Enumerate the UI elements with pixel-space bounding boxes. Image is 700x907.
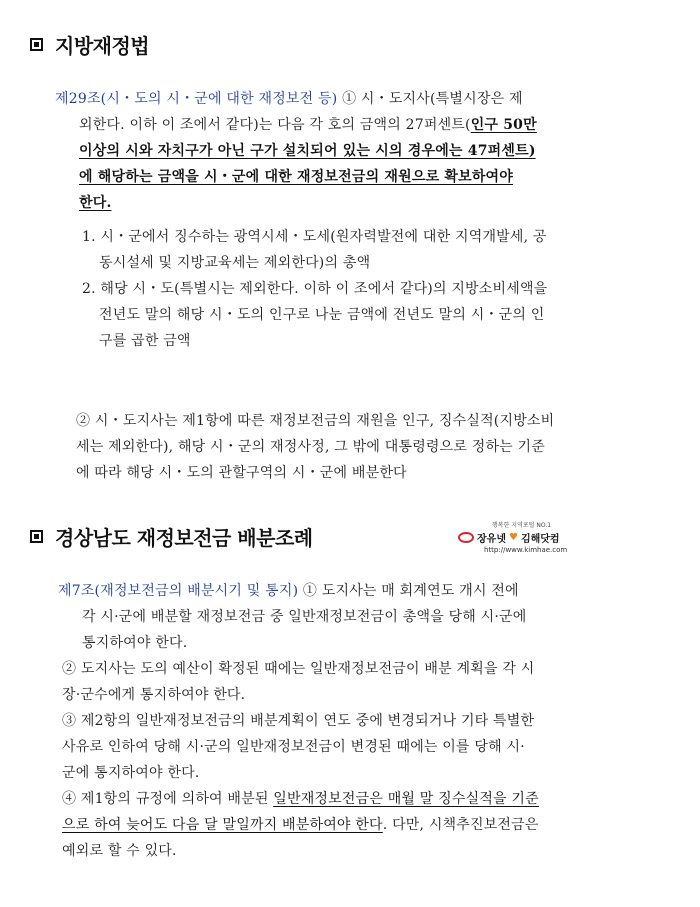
logo-brand2: 김해닷컴 bbox=[520, 534, 560, 545]
article29-paragraph1 bbox=[55, 86, 685, 216]
article29-underline1: 인구 50만 bbox=[470, 117, 537, 133]
article7-underline1: 일반재정보전금은 매월 말 징수실적을 기준 bbox=[273, 791, 539, 807]
article29-p2-line: 세는 제외한다), 해당 시・군의 재정사정, 그 밖에 대통령령으로 정하는 기준 bbox=[76, 439, 546, 455]
article7-line: 장·군수에게 통지하여야 한다. bbox=[62, 687, 246, 703]
logo-brand bbox=[458, 530, 560, 545]
article29-paragraph2 bbox=[76, 408, 691, 486]
article29-underline3: 에 해당하는 금액을 시・군에 대한 재정보전금의 재원으로 확보하여야 bbox=[79, 169, 513, 185]
article7-line: 군에 통지하여야 한다. bbox=[62, 765, 200, 781]
section2-title-text: 경상남도 재정보전금 배분조례 bbox=[55, 526, 313, 550]
article7-p4-rest: . 다만, 시책추진보전금은 bbox=[382, 817, 539, 833]
list-item: 2. 해당 시・도(특별시는 제외한다. 이하 이 조에서 같다)의 지방소비세액을 bbox=[82, 281, 548, 297]
article29-items bbox=[82, 224, 692, 354]
article29-heading: 제29조(시・도의 시・군에 대한 재정보전 등) bbox=[55, 91, 338, 107]
square-bullet-icon bbox=[30, 38, 43, 51]
article7-line: 사유로 인하여 당해 시·군의 일반재정보전금이 변경된 때에는 이를 당해 시· bbox=[62, 739, 525, 755]
article29-p2-line: 에 따라 해당 시・도의 관할구역의 시・군에 배분한다 bbox=[76, 465, 407, 481]
logo-url: http://www.kimhae.com bbox=[484, 546, 568, 554]
article7-body bbox=[58, 578, 690, 864]
article7-line: ② 도지사는 도의 예산이 확정된 때에는 일반재정보전금이 배분 계획을 각 시 bbox=[62, 661, 535, 677]
article29-p1-line2: 외한다. 이하 이 조에서 같다)는 다음 각 호의 금액의 27퍼센트( bbox=[79, 117, 471, 133]
heart-icon: ♥ bbox=[508, 532, 518, 543]
list-item: 구를 곱한 금액 bbox=[99, 333, 191, 349]
article7-p4-last: 예외로 할 수 있다. bbox=[62, 843, 177, 859]
list-item: 1. 시・군에서 징수하는 광역시세・도세(원자력발전에 대한 지역개발세, 공 bbox=[82, 229, 547, 245]
ring-logo-icon bbox=[458, 532, 474, 543]
article7-line: ③ 제2항의 일반재정보전금의 배분계획이 연도 중에 변경되거나 기타 특별한 bbox=[62, 713, 535, 729]
article7-p4-start: ④ 제1항의 규정에 의하여 배분된 bbox=[62, 791, 274, 807]
list-item: 전년도 말의 해당 시・도의 인구로 나눈 금액에 전년도 말의 시・군의 인 bbox=[99, 307, 545, 323]
list-item: 동시설세 및 지방교육세는 제외한다)의 총액 bbox=[99, 255, 371, 271]
square-bullet-icon bbox=[30, 530, 43, 543]
logo-brand1: 장유넷 bbox=[477, 534, 506, 545]
section1-title bbox=[30, 30, 149, 59]
section2-title bbox=[30, 522, 313, 551]
article7-line: 통지하여야 한다. bbox=[82, 635, 188, 651]
article7-line: 각 시·군에 배분할 재정보전금 중 일반재정보전금이 총액을 당해 시·군에 bbox=[82, 609, 527, 625]
logo-tagline: 행복한 지역포털 NO.1 bbox=[492, 522, 552, 529]
article7-heading: 제7조(재정보전금의 배분시기 및 통지) bbox=[58, 583, 299, 599]
article29-underline4: 한다. bbox=[79, 195, 112, 211]
article29-p2-line: ② 시・도지사는 제1항에 따른 재정보전금의 재원을 인구, 징수실적(지방소비 bbox=[76, 413, 555, 429]
site-logo[interactable] bbox=[458, 520, 598, 560]
section1-title-text: 지방재정법 bbox=[55, 34, 150, 58]
article29-underline2: 이상의 시와 자치구가 아닌 구가 설치되어 있는 시의 경우에는 47퍼센트) bbox=[79, 143, 536, 159]
article29-p1-line1: ① 시・도지사(특별시장은 제 bbox=[342, 91, 523, 107]
article7-underline2: 으로 하여 늦어도 다음 달 말일까지 배분하여야 한다 bbox=[62, 817, 383, 833]
article7-line: ① 도지사는 매 회계연도 개시 전에 bbox=[302, 583, 519, 599]
